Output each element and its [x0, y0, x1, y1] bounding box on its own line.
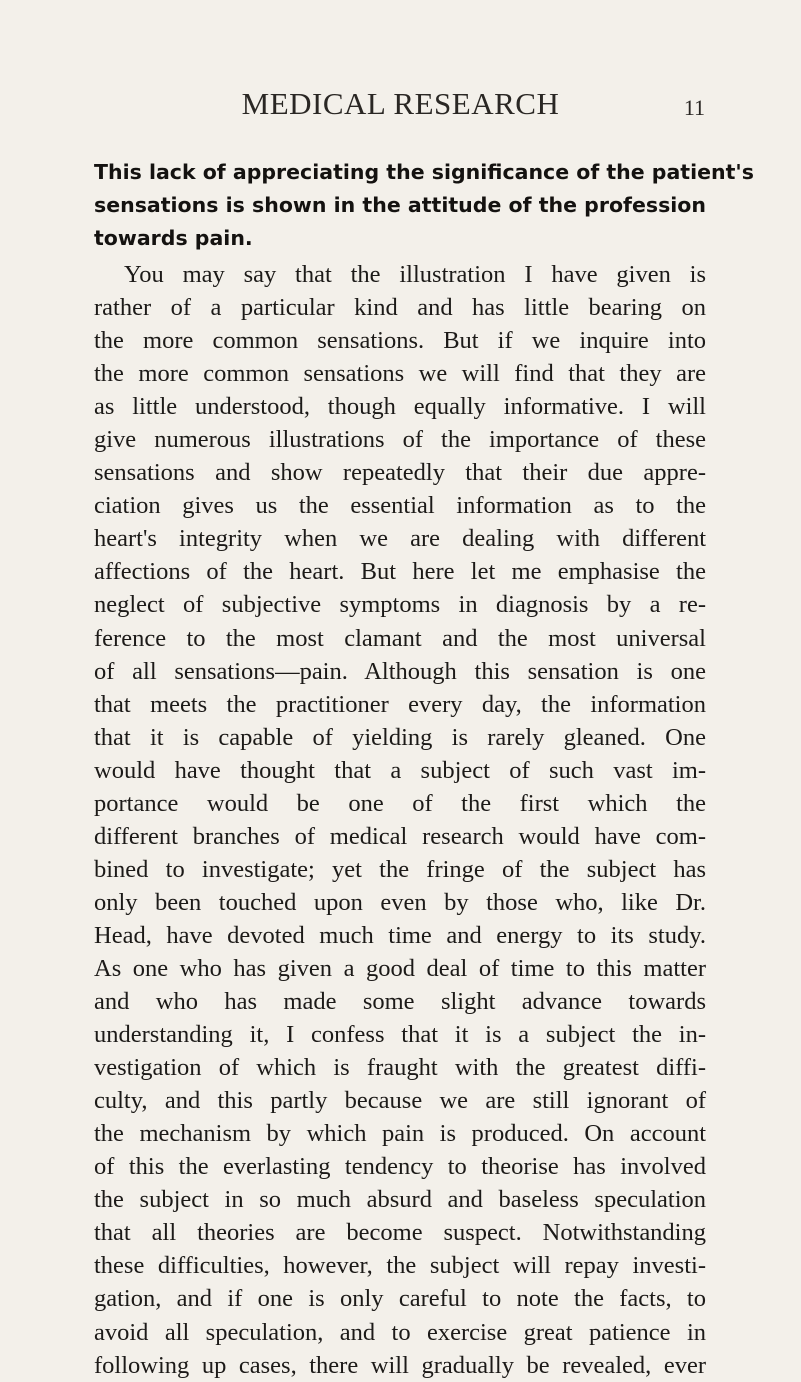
text-line: ciation gives us the essential information as to the	[94, 492, 706, 520]
text-line: ference to the most clamant and the most universal	[94, 624, 706, 652]
text-line: rather of a particular kind and has little bearing on	[94, 294, 706, 322]
page-number: 11	[683, 95, 705, 120]
text-line: gation, and if one is only careful to note the facts, to	[94, 1285, 706, 1313]
lead-line: towards pain.	[94, 226, 253, 250]
text-line: understanding it, I confess that it is a subject the in-	[94, 1021, 706, 1049]
text-line: the subject in so much absurd and baseless speculation	[94, 1186, 706, 1214]
lead-paragraph	[94, 156, 754, 255]
running-title: MEDICAL RESEARCH	[241, 86, 560, 121]
text-line: and who has made some slight advance towards	[94, 988, 706, 1016]
text-line: as little understood, though equally informative. I will	[94, 393, 706, 421]
text-line: that all theories are become suspect. Notwithstanding	[94, 1219, 706, 1247]
text-line: avoid all speculation, and to exercise great patience in	[94, 1318, 706, 1346]
text-line: You may say that the illustration I have given is	[124, 261, 706, 288]
text-line: the more common sensations we will find that they are	[94, 360, 706, 388]
lead-line: sensations is shown in the attitude of the profession	[94, 193, 706, 217]
text-line: As one who has given a good deal of time to this matter	[94, 954, 706, 982]
text-line: the more common sensations. But if we inquire into	[94, 327, 706, 355]
running-head	[0, 86, 801, 126]
text-line: the mechanism by which pain is produced. On account	[94, 1120, 706, 1148]
text-line: that meets the practitioner every day, the information	[94, 690, 706, 718]
text-line: culty, and this partly because we are still ignorant of	[94, 1087, 706, 1115]
text-line: of this the everlasting tendency to theorise has involved	[94, 1153, 706, 1181]
text-line: that it is capable of yielding is rarely gleaned. One	[94, 723, 706, 751]
text-line: heart's integrity when we are dealing with different	[94, 525, 706, 553]
text-line: different branches of medical research would have com-	[94, 822, 706, 850]
lead-line: This lack of appreciating the significance of the patient's	[94, 160, 754, 184]
text-line: affections of the heart. But here let me emphasise the	[94, 558, 706, 586]
text-line: these difficulties, however, the subject will repay investi-	[94, 1252, 706, 1280]
text-line: only been touched upon even by those who, like Dr.	[94, 888, 706, 916]
text-line: vestigation of which is fraught with the greatest diffi-	[94, 1054, 706, 1082]
body-paragraph	[94, 258, 706, 1382]
text-line: following up cases, there will gradually be revealed, ever	[94, 1351, 706, 1379]
text-line: sensations and show repeatedly that their due appre-	[94, 459, 706, 487]
text-line: give numerous illustrations of the importance of these	[94, 426, 706, 454]
text-line: would have thought that a subject of such vast im-	[94, 756, 706, 784]
text-line: of all sensations—pain. Although this sensation is one	[94, 657, 706, 685]
text-line: neglect of subjective symptoms in diagnosis by a re-	[94, 591, 706, 619]
text-line: bined to investigate; yet the fringe of the subject has	[94, 855, 706, 883]
text-line: Head, have devoted much time and energy to its study.	[94, 921, 706, 949]
text-line: portance would be one of the first which the	[94, 789, 706, 817]
